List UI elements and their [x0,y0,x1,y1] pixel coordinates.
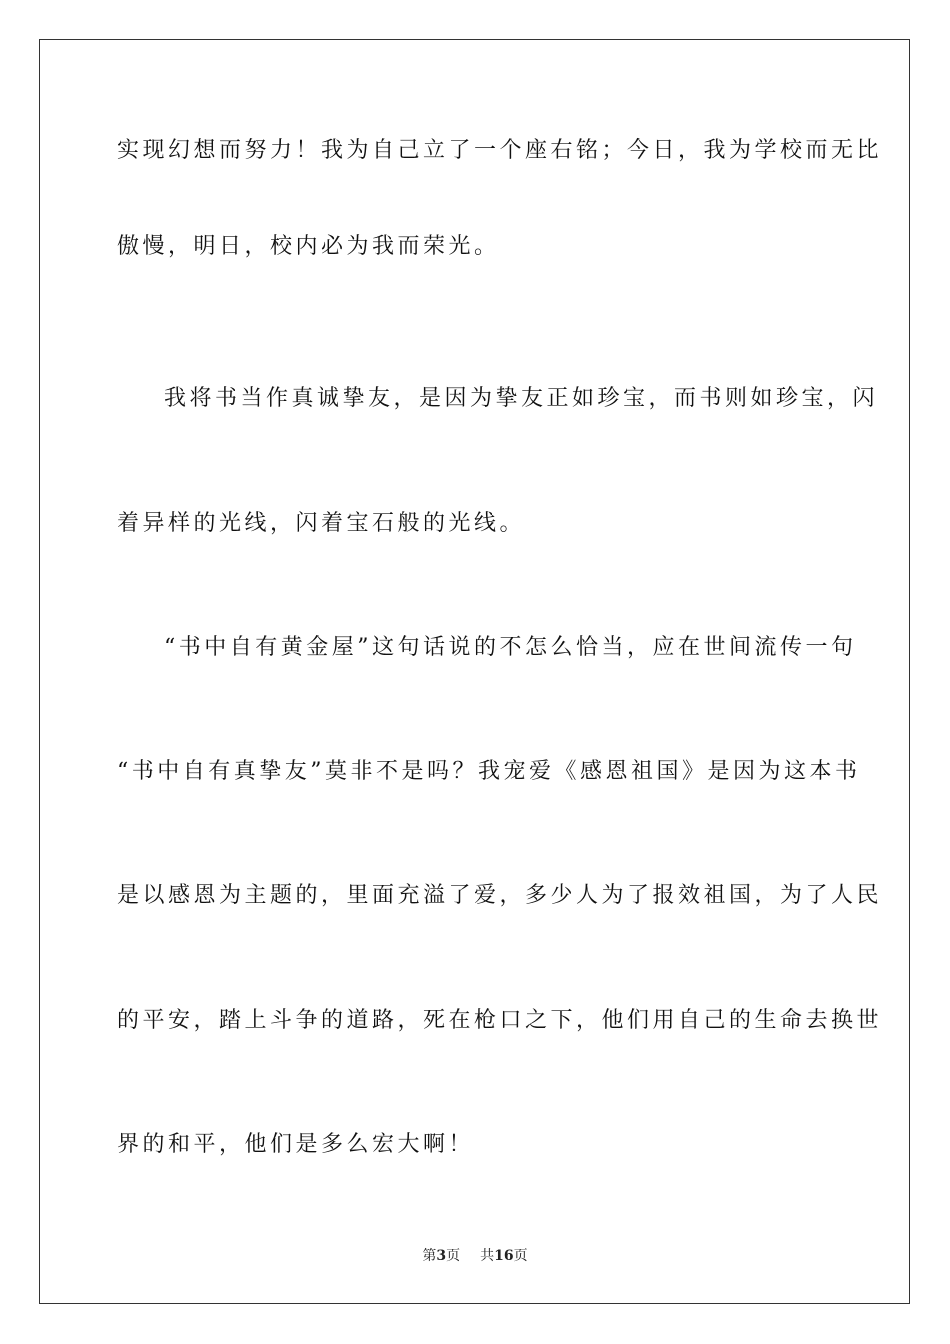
page-frame [39,39,910,1304]
text-line-9: 界的和平，他们是多么宏大啊！ [117,1132,475,1157]
page-prefix: 第 [422,1248,437,1264]
page-suffix: 页 [446,1248,461,1264]
total-suffix: 页 [513,1248,528,1264]
text-line-8: 的平安，踏上斗争的道路，死在枪口之下，他们用自己的生命去换世 [117,1008,883,1033]
page-number: 3 [436,1248,447,1264]
text-line-7: 是以感恩为主题的，里面充溢了爱，多少人为了报效祖国，为了人民 [117,883,883,908]
text-line-6: “书中自有真挚友”莫非不是吗？我宠爱《感恩祖国》是因为这本书 [117,759,861,784]
page-footer [0,1247,950,1265]
total-prefix: 共 [480,1248,495,1264]
text-line-1: 实现幻想而努力！我为自己立了一个座右铭；今日，我为学校而无比 [117,138,883,163]
total-pages: 16 [494,1248,514,1264]
text-line-3: 我将书当作真诚挚友，是因为挚友正如珍宝，而书则如珍宝，闪 [164,386,879,411]
text-line-5: “书中自有黄金屋”这句话说的不怎么恰当，应在世间流传一句 [164,635,857,660]
text-line-2: 傲慢，明日，校内必为我而荣光。 [117,234,500,259]
text-line-4: 着异样的光线，闪着宝石般的光线。 [117,511,526,536]
